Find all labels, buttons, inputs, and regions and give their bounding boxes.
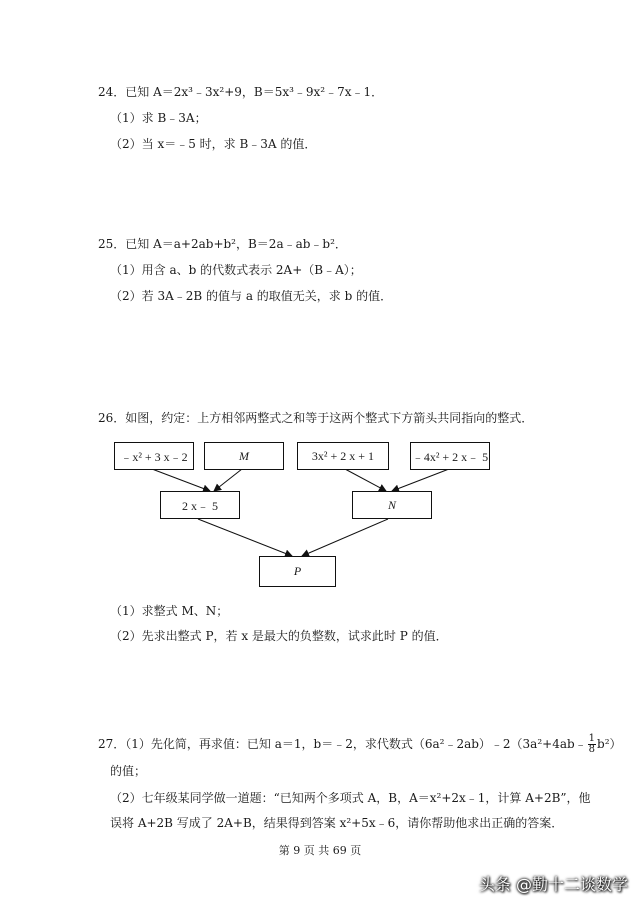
- q24-part2: （2）当 x＝﹣5 时，求 B﹣3A 的值．: [110, 137, 317, 151]
- q27-part1-text: （1）先化简，再求值：已知 a＝1，b＝﹣2，求代数式（6a²﹣2ab）﹣2（3a²+4ab﹣: [125, 737, 587, 751]
- box-expr-1: [114, 442, 194, 470]
- q27-number: 27．: [98, 737, 126, 751]
- fraction-numerator: 1: [588, 733, 596, 744]
- box-expr-4: [410, 442, 490, 470]
- q26-number: 26．: [98, 411, 126, 425]
- q24-number: 24．: [98, 85, 126, 99]
- box-expr-3: [297, 442, 389, 470]
- q27-part1-cont: 的值；: [110, 764, 147, 778]
- box-expr-3-text: 3x² + 2 x + 1: [311, 448, 375, 463]
- arrow-b5-b7: [198, 519, 292, 556]
- box-P: [259, 556, 336, 587]
- q24-stem-text: 已知 A＝2x³﹣3x²+9，B＝5x³﹣9x²﹣7x﹣1．: [125, 85, 384, 99]
- box-N-text: N: [387, 497, 396, 512]
- box-N: [352, 491, 432, 519]
- q25-part2: （2）若 3A﹣2B 的值与 a 的取值无关，求 b 的值．: [110, 289, 393, 303]
- q27-part1-tail: b²）: [597, 737, 622, 751]
- q27-part2-line1: （2）七年级某同学做一道题：“已知两个多项式 A，B，A＝x²+2x﹣1，计算 A+2B”，他: [110, 791, 591, 805]
- q25-stem-text: 已知 A＝a+2ab+b²，B＝2a﹣ab﹣b²．: [125, 237, 347, 251]
- box-expr-4-text: ﹣4x² + 2 x﹣ 5: [411, 449, 489, 464]
- box-expr-5: [160, 491, 240, 519]
- q26-part2: （2）先求出整式 P，若 x 是最大的负整数，试求此时 P 的值．: [110, 629, 448, 643]
- arrow-b2-b5: [214, 469, 242, 491]
- q26-stem-text: 如图，约定：上方相邻两整式之和等于这两个整式下方箭头共同指向的整式．: [125, 411, 534, 425]
- q25-part1: （1）用含 a、b 的代数式表示 2A+（B﹣A）；: [110, 263, 362, 277]
- q27-part1: [98, 733, 622, 755]
- watermark: 头条 @勤十二谈数学: [478, 875, 628, 894]
- box-M-text: M: [239, 448, 249, 463]
- box-expr-1-text: ﹣x² + 3 x﹣2: [120, 449, 188, 464]
- arrow-b1-b5: [152, 469, 210, 491]
- box-expr-5-text: 2 x﹣ 5: [181, 498, 218, 513]
- box-P-text: P: [293, 564, 302, 578]
- box-M: [204, 442, 284, 470]
- q25-number: 25．: [98, 237, 126, 251]
- q24-part1: （1）求 B﹣3A；: [110, 111, 207, 125]
- fraction-one-eighth: [588, 734, 596, 755]
- q27-part2-line2: 误将 A+2B 写成了 2A+B，结果得到答案 x²+5x﹣6，请你帮助他求出正确的答案．: [110, 816, 564, 830]
- fraction-denominator: 8: [588, 744, 596, 755]
- page-footer: 第 9 页 共 69 页: [278, 844, 362, 857]
- arrow-b3-b6: [345, 469, 386, 491]
- q26-part1: （1）求整式 M、N；: [110, 604, 229, 618]
- arrow-b4-b6: [392, 469, 449, 491]
- arrow-b6-b7: [302, 519, 388, 556]
